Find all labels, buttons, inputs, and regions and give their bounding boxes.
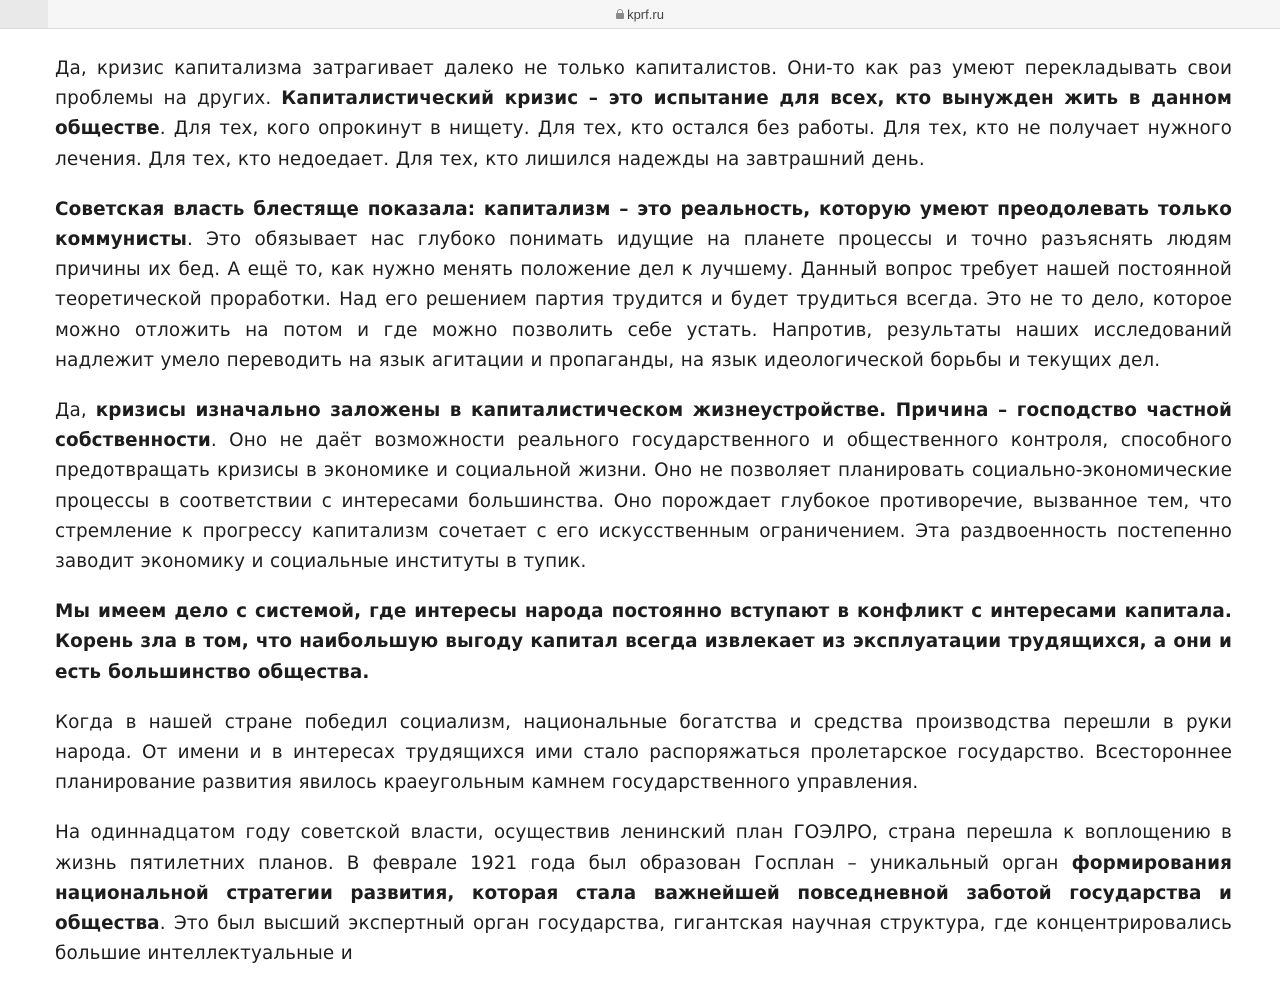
url-field[interactable] xyxy=(0,0,1280,28)
paragraph-2: Советская власть блестяще показала: капитализм – это реальность, которую умеют преодолевать только коммунисты. Это обязывает нас глубоко понимать идущие на планете процессы и точно разъяснять людям причины их бед. А ещё то, как нужно менять положение дел к лучшему. Данный вопрос требует нашей постоянной теоретической проработки. Над его решением партия трудится и будет трудиться всегда. Это не то дело, которое можно отложить на потом и где можно позволить себе устать. Напротив, результаты наших исследований надлежит умело переводить на язык агитации и пропаганды, на язык идеологической борьбы и текущих дел. xyxy=(55,198,1232,371)
article-body xyxy=(55,54,1232,989)
paragraph-3: Да, кризисы изначально заложены в капиталистическом жизнеустройстве. Причина – господство частной собственности. Оно не даёт возможности реального государственного и общественного контроля, способного предотвращать кризисы в экономике и социальной жизни. Оно не позволяет планировать социально-экономические процессы в соответствии с интересами большинства. Оно порождает глубокое противоречие, вызванное тем, что стремление к прогрессу капитализм сочетает с его искусственным ограничением. Эта раздвоенность постепенно заводит экономику и социальные институты в тупик. xyxy=(55,400,1232,573)
bold-phrase: Советская власть блестяще показала: капитализм – это реальность, которую умеют преодолевать только коммунисты xyxy=(55,198,1232,251)
lock-icon xyxy=(616,9,624,19)
browser-address-bar xyxy=(0,0,1280,29)
bold-phrase: формирования национальной стратегии развития, которая стала важнейшей повседневной заботой государства и общества xyxy=(55,852,1232,935)
paragraph-1: Да, кризис капитализма затрагивает далеко не только капиталистов. Они-то как раз умеют перекладывать свои проблемы на других. Капиталистический кризис – это испытание для всех, кто вынужден жить в данном обществе. Для тех, кого опрокинут в нищету. Для тех, кто остался без работы. Для тех, кто не получает нужного лечения. Для тех, кто недоедает. Для тех, кто лишился надежды на завтрашний день. xyxy=(55,58,1232,170)
paragraph-5: Когда в нашей стране победил социализм, национальные богатства и средства производства перешли в руки народа. От имени и в интересах трудящихся ими стало распоряжаться пролетарское государство. Всестороннее планирование развития явилось краеугольным камнем государственного управления. xyxy=(55,711,1232,794)
url-text: kprf.ru xyxy=(627,6,664,22)
bold-phrase: кризисы изначально заложены в капиталистическом жизнеустройстве. Причина – господство частной собственности xyxy=(55,400,1232,452)
bold-phrase: Капиталистический кризис – это испытание для всех, кто вынужден жить в данном обществе xyxy=(55,88,1232,140)
paragraph-4 xyxy=(55,597,1232,688)
bold-phrase: Мы имеем дело с системой, где интересы народа постоянно вступают в конфликт с интересами капитала. Корень зла в том, что наибольшую выгоду капитал всегда извлекает из эксплуатации трудящихся, а они и есть большинство общества. xyxy=(55,601,1232,683)
paragraph-6: На одиннадцатом году советской власти, осуществив ленинский план ГОЭЛРО, страна перешла к воплощению в жизнь пятилетних планов. В феврале 1921 года был образован Госплан – уникальный орган формирования национальной стратегии развития, которая стала важнейшей повседневной заботой государства и общества. Это был высший экспертный орган государства, гигантская научная структура, где концентрировались большие интеллектуальные и xyxy=(55,822,1232,965)
